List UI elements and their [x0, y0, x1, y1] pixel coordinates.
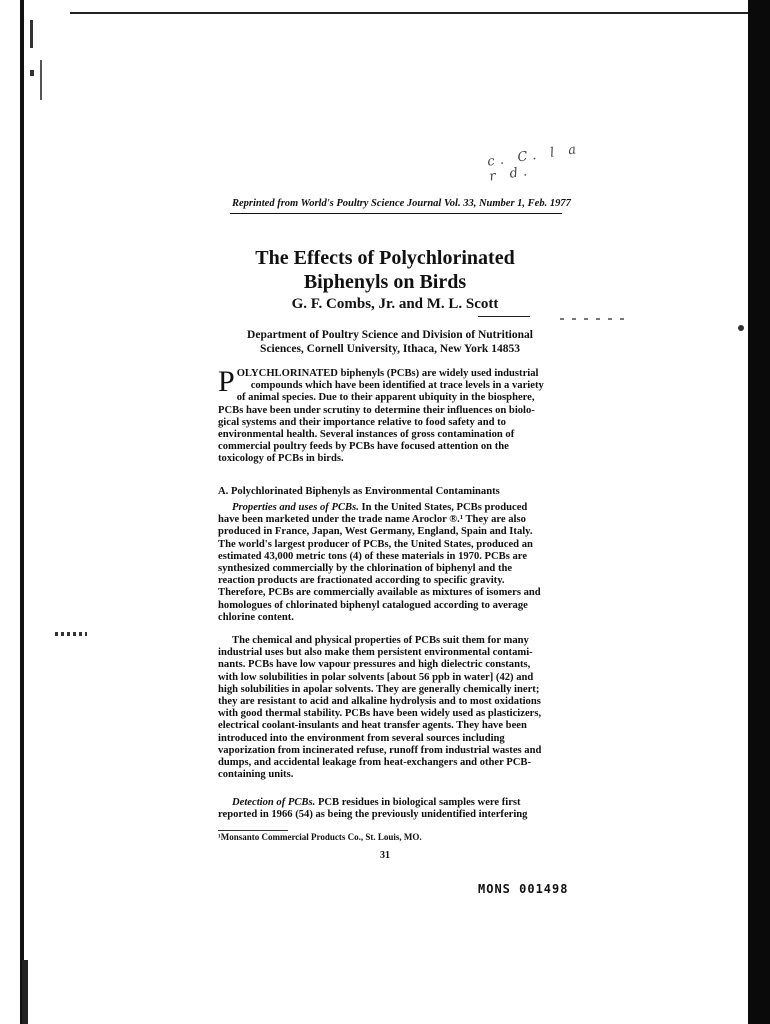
detection-paragraph: [218, 797, 564, 821]
text-line: high solubilities in apolar solvents. They are generally chemically inert;: [218, 683, 540, 695]
text-line: gical systems and their importance relative to food safety and to: [218, 416, 506, 428]
text-line: OLYCHLORINATED biphenyls (PCBs) are widely used industrial: [236, 368, 539, 379]
text-line: [218, 797, 564, 809]
text-line: reported in 1966 (54) as being the previously unidentified interfering: [218, 809, 528, 821]
chemical-properties-paragraph: [218, 635, 564, 781]
text-line: of animal species. Due to their apparent ubiquity in the biosphere,: [236, 392, 535, 404]
text-line: vaporization from incinerated refuse, runoff from industrial wastes and: [218, 744, 542, 756]
text-line: [218, 502, 564, 514]
section-heading: A. Polychlorinated Biphenyls as Environmental Contaminants: [218, 486, 500, 497]
text-line: Therefore, PCBs are commercially available as mixtures of isomers and: [218, 587, 541, 599]
title-line: The Effects of Polychlorinated: [255, 247, 515, 269]
affiliation-line: Department of Poultry Science and Division of Nutritional: [247, 329, 533, 341]
scan-artifact: [30, 20, 33, 48]
title-line: Biphenyls on Birds: [303, 271, 467, 293]
text-line: introduced into the environment from several sources including: [218, 732, 505, 744]
drop-cap: P: [218, 365, 235, 398]
affiliation-line: Sciences, Cornell University, Ithaca, New York 14853: [260, 343, 520, 355]
text-line: estimated 43,000 metric tons (4) of these materials in 1970. PCBs are: [218, 550, 528, 562]
properties-paragraph: [218, 502, 564, 624]
text-line: toxicology of PCBs in birds.: [218, 453, 344, 465]
scan-left-edge: [20, 0, 24, 1024]
scan-artifact: [22, 960, 28, 1024]
divider: [230, 213, 562, 214]
paragraph-subheading: Detection of PCBs.: [232, 797, 316, 808]
handwritten-note: c. C. l a r d.: [486, 141, 582, 185]
text-line: reaction products are fractionated according to specific gravity.: [218, 575, 505, 587]
text-line: commercial poultry feeds by PCBs have focused attention on the: [218, 441, 509, 453]
scan-artifact: [560, 318, 630, 320]
text-line: produced in France, Japan, West Germany, England, Spain and Italy.: [218, 526, 533, 538]
text-line: electrical coolant-insulants and heat transfer agents. They have been: [218, 720, 527, 732]
text-line: with good thermal stability. PCBs have been widely used as plasticizers,: [218, 708, 542, 720]
paragraph-subheading: Properties and uses of PCBs.: [232, 502, 359, 513]
text-line: nants. PCBs have low vapour pressures and high dielectric constants,: [218, 659, 531, 671]
text-fragment: In the United States, PCBs produced: [361, 502, 528, 513]
scan-top-edge: [70, 12, 750, 14]
authors: G. F. Combs, Jr. and M. L. Scott: [291, 296, 499, 312]
footnote-divider: [218, 830, 288, 831]
text-line: The chemical and physical properties of PCBs suit them for many: [232, 635, 529, 646]
text-line: dumps, and accidental leakage from heat-exchangers and other PCB-: [218, 757, 532, 769]
page-number: 31: [380, 850, 390, 861]
text-line: compounds which have been identified at trace levels in a variety: [250, 380, 544, 392]
text-line: industrial uses but also make them persistent environmental contami-: [218, 647, 533, 659]
text-line: homologues of chlorinated biphenyl catalogued according to average: [218, 599, 528, 611]
text-fragment: PCB residues in biological samples were first: [317, 797, 521, 808]
text-line: chlorine content.: [218, 611, 294, 623]
affiliation: [240, 328, 540, 356]
intro-paragraph: [218, 365, 564, 466]
scan-artifact: [30, 70, 34, 76]
scan-artifact: [40, 60, 42, 100]
divider: [478, 316, 530, 317]
text-line: they are resistant to acid and alkaline hydrolysis and to most oxidations: [218, 696, 541, 708]
scan-artifact: [738, 325, 744, 331]
text-line: The world's largest producer of PCBs, the United States, produced an: [218, 538, 533, 550]
scan-artifact: [55, 632, 87, 636]
text-line: environmental health. Several instances of gross contamination of: [218, 429, 515, 441]
article-title: [200, 246, 570, 294]
text-line: containing units.: [218, 769, 294, 781]
reprint-citation: Reprinted from World's Poultry Science Journal Vol. 33, Number 1, Feb. 1977: [232, 198, 571, 209]
text-line: synthesized commercially by the chlorination of biphenyl and the: [218, 563, 513, 575]
text-line: with low solubilities in polar solvents [about 56 ppb in water] (42) and: [218, 671, 534, 683]
bates-number: MONS 001498: [478, 882, 569, 896]
scan-right-edge: [748, 0, 770, 1024]
text-line: have been marketed under the trade name Aroclor ®.¹ They are also: [218, 514, 526, 526]
footnote: ¹Monsanto Commercial Products Co., St. Louis, MO.: [218, 832, 422, 842]
text-line: PCBs have been under scrutiny to determine their influences on biolo-: [218, 404, 535, 416]
